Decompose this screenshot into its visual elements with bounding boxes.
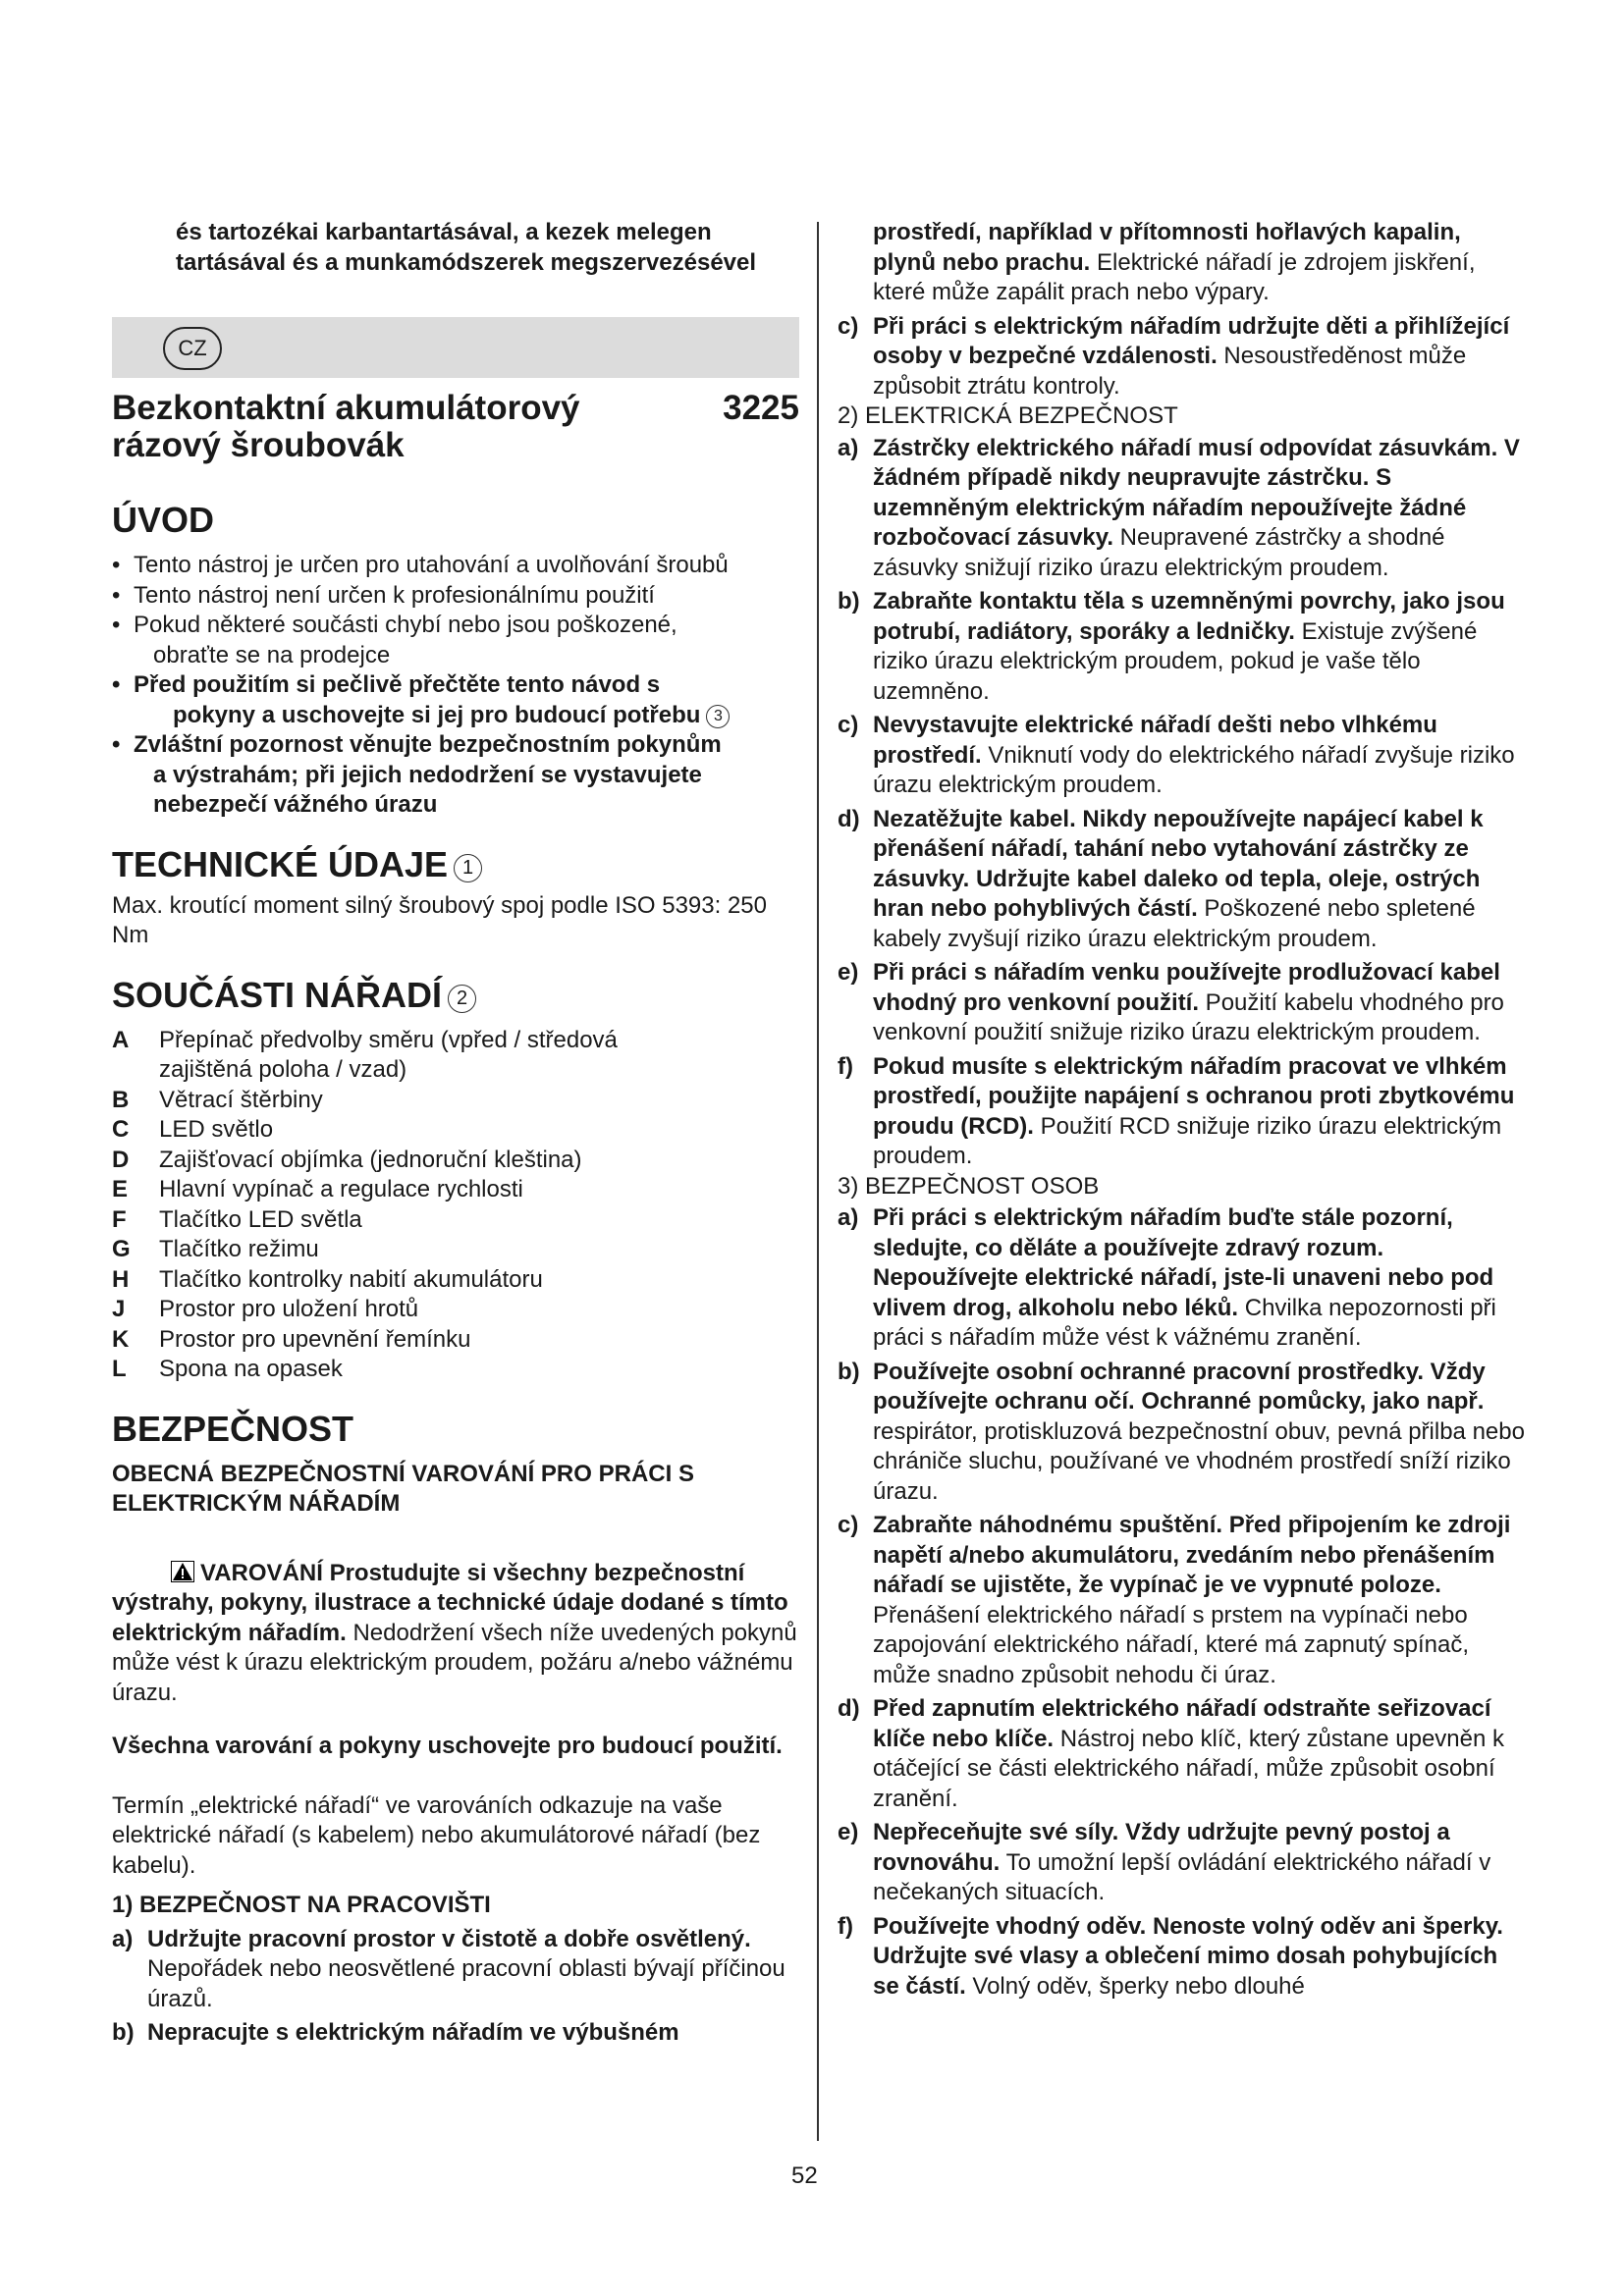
section-2-list — [838, 434, 1530, 1172]
item-bold-text: Před zapnutím elektrického nářadí odstraňte seřizovací klíče nebo klíče. — [873, 1695, 1491, 1752]
item-bold-text: Používejte osobní ochranné pracovní prostředky. Vždy používejte ochranu očí. Ochranné pomůcky, jako např. — [873, 1358, 1486, 1415]
part-text: Prostor pro upevnění řemínku — [159, 1325, 471, 1353]
item-normal-text: Použití kabelu vhodného pro venkovní použití snižuje riziko úrazu elektrickým proudem. — [873, 988, 1504, 1045]
item-text — [873, 1511, 1530, 1690]
item-key: a) — [838, 434, 859, 461]
bullet-text: Zvláštní pozornost věnujte bezpečnostním pokynům — [134, 731, 722, 758]
model-number: 3225 — [723, 389, 799, 427]
item-text — [873, 218, 1530, 308]
item-key: e) — [838, 1819, 859, 1845]
part-row — [112, 1175, 799, 1205]
section-2-heading: 2) ELEKTRICKÁ BEZPEČNOST — [838, 402, 1178, 429]
safety-item — [838, 1203, 1530, 1354]
safety-heading: BEZPEČNOST — [112, 1408, 354, 1449]
item-bold-text: Zabraňte kontaktu těla s uzemněnými povrchy, jako jsou potrubí, radiátory, sporáky a ledničky. — [873, 588, 1505, 645]
term-definition: Termín „elektrické nářadí“ ve varováních odkazuje na vaše elektrické nářadí (s kabelem) nebo akumulátorové nářadí (bez kabelu). — [112, 1791, 761, 1879]
item-key: a) — [112, 1925, 134, 1952]
list-item — [112, 581, 799, 612]
safety-item — [838, 958, 1530, 1048]
item-bold-text: Zástrčky elektrického nářadí musí odpovídat zásuvkám. V žádném případě nikdy neupravujte zástrčku. S uzemněným elektrickým nářadím nepoužívejte žádné rozbočovací zásuvky. — [873, 434, 1520, 551]
item-key: e) — [838, 959, 859, 986]
item-bold-text: Nepřeceňujte své síly. Vždy udržujte pevný postoj a rovnováhu. — [873, 1819, 1450, 1876]
part-row — [112, 1146, 799, 1176]
item-normal-text: To umožní lepší ovládání elektrického nářadí v nečekaných situacích. — [873, 1848, 1491, 1905]
item-text — [873, 1818, 1530, 1908]
bullet-text-continuation: pokyny a uschovejte si jej pro budoucí potřebu — [173, 701, 701, 728]
safety-item — [838, 1358, 1530, 1508]
item-normal-text: Elektrické nářadí je zdrojem jiskření, které může zapálit prach nebo výpary. — [873, 248, 1476, 305]
page-number: 52 — [791, 2163, 818, 2189]
item-text — [873, 1052, 1530, 1172]
ref-1-icon: 1 — [454, 854, 482, 882]
item-normal-text: Volný oděv, šperky nebo dlouhé — [965, 1972, 1305, 2000]
right-column — [838, 218, 1530, 2002]
uvod-list — [112, 551, 799, 821]
item-text — [873, 1358, 1530, 1508]
item-text — [147, 2018, 799, 2049]
item-bold-text: Nepracujte s elektrickým nářadím ve výbušném — [147, 2019, 679, 2046]
safety-item — [838, 434, 1530, 584]
item-bold-text: Při práci s elektrickým nářadím buďte stále pozorní, sledujte, co děláte a používejte zdravý rozum. Nepoužívejte elektrické nářadí, jste-li unaveni nebo pod vlivem drog, alkoholu nebo léků. — [873, 1204, 1494, 1321]
list-item — [112, 551, 799, 581]
part-row — [112, 1235, 799, 1265]
item-key: c) — [838, 312, 859, 340]
safety-item — [838, 1052, 1530, 1172]
document-title-row — [112, 390, 799, 464]
list-item — [112, 611, 799, 670]
item-text — [147, 1925, 799, 2015]
item-normal-text: Přenášení elektrického nářadí s prstem na vypínači nebo zapojování elektrického nářadí, které má zapnutý spínač, může snadno způsobit nehodu či úraz. — [873, 1601, 1470, 1688]
column-divider — [817, 222, 819, 2141]
section-1-list — [112, 1925, 799, 2049]
item-bold-text: Udržujte pracovní prostor v čistotě a dobře osvětlený. — [147, 1925, 751, 1952]
part-row — [112, 1355, 799, 1385]
part-row — [112, 1295, 799, 1325]
part-letter: F — [112, 1205, 127, 1233]
tech-heading: TECHNICKÉ ÚDAJE 1 — [112, 844, 799, 885]
item-text — [873, 805, 1530, 955]
part-row — [112, 1115, 799, 1146]
keep-instructions: Všechna varování a pokyny uschovejte pro budoucí použití. — [112, 1733, 783, 1759]
ref-2-icon: 2 — [448, 985, 476, 1013]
item-key: c) — [838, 712, 859, 738]
item-normal-text: Nepořádek nebo neosvětlené pracovní oblasti bývají příčinou úrazů. — [147, 1955, 785, 2012]
safety-subheading: OBECNÁ BEZPEČNOSTNÍ VAROVÁNÍ PRO PRÁCI S ELEKTRICKÝM NÁŘADÍM — [112, 1460, 694, 1517]
item-bold-text: Zabraňte náhodnému spuštění. Před připojením ke zdroji napětí a/nebo akumulátoru, zvedáním nebo přenášením nářadí se ujistěte, že vypínač je ve vypnuté poloze. — [873, 1512, 1511, 1598]
bullet-text: Tento nástroj je určen pro utahování a uvolňování šroubů — [134, 552, 729, 578]
warning-icon — [171, 1561, 194, 1582]
part-row — [112, 1086, 799, 1116]
item-bold-text: prostředí, například v přítomnosti hořlavých kapalin, plynů nebo prachu. — [873, 219, 1461, 276]
item-text — [873, 1203, 1530, 1354]
list-item — [112, 730, 799, 821]
part-letter: G — [112, 1236, 131, 1262]
ref-3-icon: 3 — [706, 705, 730, 728]
part-row — [112, 1265, 799, 1296]
item-key: f) — [838, 1052, 853, 1080]
continuation-text: és tartozékai karbantartásával, a kezek melegen tartásával és a munkamódszerek megszervezésével — [176, 219, 757, 276]
part-letter: L — [112, 1356, 127, 1382]
part-text: Zajišťovací objímka (jednoruční kleština) — [159, 1146, 582, 1173]
bullet-text: Před použitím si pečlivě přečtěte tento návod s — [134, 671, 661, 698]
safety-item — [838, 805, 1530, 955]
uvod-heading: ÚVOD — [112, 500, 215, 540]
item-text — [873, 1694, 1530, 1814]
part-text: Prostor pro uložení hrotů — [159, 1296, 419, 1322]
section-3-list — [838, 1203, 1530, 2002]
part-letter: C — [112, 1116, 130, 1143]
part-text: LED světlo — [159, 1116, 274, 1143]
item-bold-text: Používejte vhodný oděv. Nenoste volný oděv ani šperky. Udržujte své vlasy a oblečení mimo dosah pohybujících se částí. — [873, 1912, 1503, 2000]
item-text — [873, 587, 1530, 707]
part-text: Tlačítko režimu — [159, 1236, 319, 1262]
safety-item — [838, 1818, 1530, 1908]
part-letter: B — [112, 1086, 130, 1113]
part-letter: H — [112, 1265, 130, 1293]
parts-list — [112, 1026, 799, 1385]
item-normal-text: respirátor, protiskluzová bezpečnostní obuv, pevná přilba nebo chrániče sluchu, používané ve vhodném prostředí sníží riziko úrazu. — [873, 1417, 1525, 1505]
item-key: c) — [838, 1512, 859, 1538]
safety-item — [838, 711, 1530, 801]
part-text: Větrací štěrbiny — [159, 1086, 323, 1113]
part-row — [112, 1026, 799, 1086]
item-normal-text: Neupravené zástrčky a shodné zásuvky snižují riziko úrazu elektrickým proudem. — [873, 524, 1445, 581]
list-item — [112, 670, 799, 730]
part-letter: A — [112, 1026, 130, 1053]
bullet-line — [134, 701, 799, 731]
language-bar — [112, 317, 799, 378]
safety-item — [838, 312, 1530, 402]
item-key: d) — [838, 1695, 860, 1722]
item-bold-text: Pokud musíte s elektrickým nářadím pracovat ve vlhkém prostředí, použijte napájení s ochranou proti zbytkovému proudu (RCD). — [873, 1052, 1515, 1140]
item-key: a) — [838, 1204, 859, 1231]
item-bold-text: Nezatěžujte kabel. Nikdy nepoužívejte napájecí kabel k přenášení nářadí, tahání nebo vytahování zástrčky ze zásuvky. Udržujte kabel daleko od tepla, oleje, ostrých hran nebo pohyblivých částí. — [873, 805, 1484, 922]
item-normal-text: Použití RCD snižuje riziko úrazu elektrickým proudem. — [873, 1112, 1502, 1169]
document-title: Bezkontaktní akumulátorový rázový šroubovák — [112, 389, 580, 464]
safety-item — [838, 587, 1530, 707]
item-key: d) — [838, 805, 860, 832]
safety-item — [838, 218, 1530, 308]
bullet-text: Tento nástroj není určen k profesionálnímu použití — [134, 581, 655, 609]
item-text — [873, 312, 1530, 402]
part-text: Spona na opasek — [159, 1356, 343, 1382]
safety-item — [838, 1694, 1530, 1814]
item-text — [873, 711, 1530, 801]
part-letter: J — [112, 1296, 126, 1322]
part-text: Přepínač předvolby směru (vpřed / středová zajištěná poloha / vzad) — [159, 1026, 618, 1083]
section-3-heading: 3) BEZPEČNOST OSOB — [838, 1172, 1100, 1200]
bullet-text-continuation: obraťte se na prodejce — [153, 641, 391, 668]
item-bold-text: Při práci s elektrickým nářadím udržujte děti a přihlížející osoby v bezpečné vzdálenosti. — [873, 312, 1510, 369]
warning-paragraph: VAROVÁNÍ Prostudujte si všechny bezpečnostní výstrahy, pokyny, ilustrace a technické údaje dodané s tímto elektrickým nářadím. Nedodržení všech níže uvedených pokynů může vést k úrazu elektrickým proudem, požáru a/nebo vážnému úrazu. — [112, 1559, 797, 1706]
bullet-text-continuation: a výstrahám; při jejich nedodržení se vystavujete nebezpečí vážného úrazu — [153, 761, 702, 818]
item-normal-text: Nástroj nebo klíč, který zůstane upevněn k otáčející se části elektrického nářadí, může způsobit osobní zranění. — [873, 1725, 1504, 1812]
part-letter: D — [112, 1146, 130, 1173]
language-badge: CZ — [163, 327, 222, 370]
item-key: f) — [838, 1912, 853, 1940]
safety-item — [838, 1511, 1530, 1690]
bullet-text: Pokud některé součásti chybí nebo jsou poškozené, — [134, 612, 677, 638]
item-text — [873, 1912, 1530, 2002]
item-key: b) — [112, 2019, 135, 2046]
part-letter: E — [112, 1176, 129, 1202]
part-letter: K — [112, 1325, 130, 1353]
item-normal-text: Vniknutí vody do elektrického nářadí zvyšuje riziko úrazu elektrickým proudem. — [873, 741, 1515, 798]
safety-item — [838, 1912, 1530, 2002]
item-key — [838, 218, 873, 308]
tech-text: Max. kroutící moment silný šroubový spoj podle ISO 5393: 250 Nm — [112, 891, 767, 948]
parts-heading: SOUČÁSTI NÁŘADÍ 2 — [112, 975, 799, 1016]
section-1-heading: 1) BEZPEČNOST NA PRACOVIŠTI — [112, 1892, 491, 1918]
left-column — [112, 218, 799, 2049]
part-text: Tlačítko kontrolky nabití akumulátoru — [159, 1265, 543, 1293]
item-normal-text: Existuje zvýšené riziko úrazu elektrickým proudem, pokud je vaše tělo uzemněno. — [873, 617, 1478, 705]
right-top-list — [838, 218, 1530, 401]
item-bold-text: Při práci s nářadím venku používejte prodlužovací kabel vhodný pro venkovní použití. — [873, 959, 1500, 1016]
item-normal-text: Nesoustředěnost může způsobit ztrátu kontroly. — [873, 343, 1467, 400]
item-key: b) — [838, 1358, 860, 1385]
item-key: b) — [838, 588, 860, 614]
item-normal-text: Chvilka nepozornosti při práci s nářadím může vést k vážnému zranění. — [873, 1294, 1496, 1351]
item-text — [873, 434, 1530, 584]
part-row — [112, 1205, 799, 1236]
safety-item — [112, 1925, 799, 2015]
safety-item — [112, 2018, 799, 2049]
part-text: Tlačítko LED světla — [159, 1205, 362, 1233]
part-text: Hlavní vypínač a regulace rychlosti — [159, 1176, 523, 1202]
part-row — [112, 1325, 799, 1356]
item-normal-text: Poškozené nebo spletené kabely zvyšují riziko úrazu elektrickým proudem. — [873, 895, 1476, 952]
item-bold-text: Nevystavujte elektrické nářadí dešti nebo vlhkému prostředí. — [873, 712, 1437, 769]
item-text — [873, 958, 1530, 1048]
